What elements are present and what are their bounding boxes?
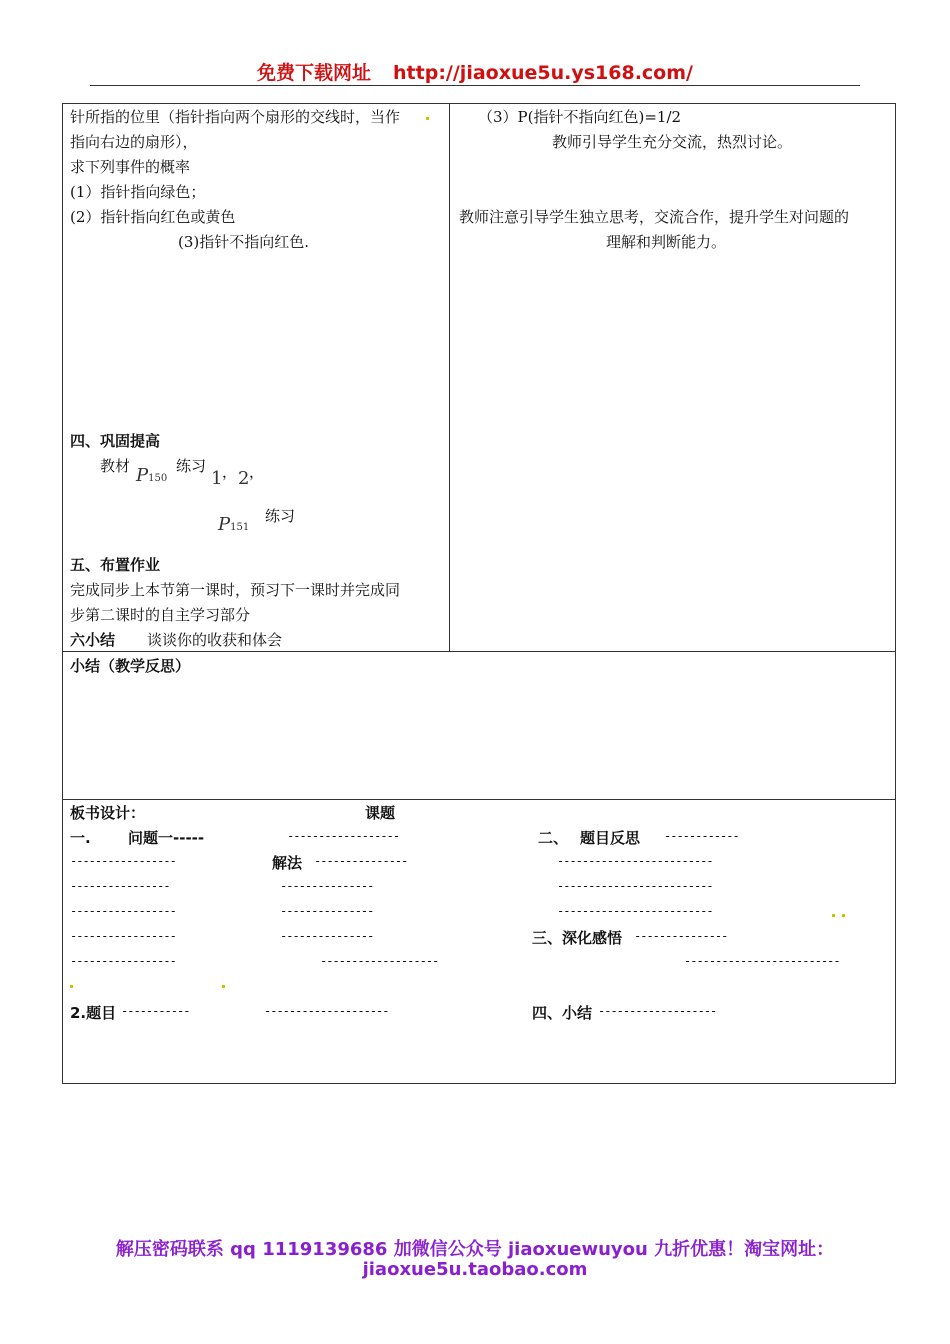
dash-line: ------------------------- <box>557 854 713 868</box>
stray-dot <box>70 985 73 988</box>
dash-line: ----------------- <box>70 854 176 868</box>
comma-2: ， <box>249 463 265 481</box>
dash-line: ------------------------- <box>557 879 713 893</box>
footer-shop-link[interactable]: jiaoxue5u.taobao.com <box>362 1259 588 1280</box>
section-5-line-2: 步第二课时的自主学习部分 <box>70 606 251 624</box>
stray-dot <box>426 117 429 120</box>
right-line-1: （3）P(指针不指向红色)=1/2 <box>478 108 682 126</box>
question-1: (1）指针指向绿色； <box>70 183 206 201</box>
dash-line: --------------- <box>314 854 408 868</box>
dash-line: ---------------- <box>70 879 170 893</box>
board-two-label: 二、 <box>538 829 569 847</box>
exercise-num-2: 2 <box>238 468 250 489</box>
board-method: 解法 <box>272 854 303 872</box>
right-line-2: 教师引导学生充分交流，热烈讨论。 <box>552 133 793 151</box>
dash-line: ----------------- <box>70 954 176 968</box>
left-line-3: 求下列事件的概率 <box>70 158 191 176</box>
dash-line: ----------------- <box>70 929 176 943</box>
dash-line: --------------- <box>280 929 374 943</box>
right-line-4: 理解和判断能力。 <box>606 233 727 251</box>
dash-line: --------------- <box>280 879 374 893</box>
board-three: 三、深化感悟 <box>532 929 623 947</box>
board-problem-one: 问题一----- <box>128 829 205 847</box>
board-one-label: 一. <box>70 829 91 847</box>
section-4-exercise-2: 练习 <box>265 507 296 525</box>
section-5-line-1: 完成同步上本节第一课时，预习下一课时并完成同 <box>70 581 401 599</box>
section-5-title: 五、布置作业 <box>70 556 161 574</box>
stray-dot <box>842 914 845 917</box>
right-line-3: 教师注意引导学生独立思考，交流合作，提升学生对问题的 <box>459 208 850 226</box>
stray-dot <box>832 914 835 917</box>
comma-1: ， <box>222 463 238 481</box>
dash-line: ------------------------- <box>557 904 713 918</box>
dash-line: --------------- <box>634 929 728 943</box>
board-item-2: 2.题目 <box>70 1004 117 1022</box>
formula-p151: P151 <box>218 514 250 535</box>
board-topic: 课题 <box>365 804 396 822</box>
board-four: 四、小结 <box>532 1004 593 1022</box>
section-6-text: 谈谈你的收获和体会 <box>147 631 283 649</box>
question-2: (2）指针指向红色或黄色 <box>70 208 236 226</box>
dash-line: --------------- <box>280 904 374 918</box>
stray-dot <box>222 985 225 988</box>
section-4-exercise-1: 练习 <box>176 457 207 475</box>
reflection-title: 小结（教学反思） <box>70 657 191 675</box>
formula-p150: P150 <box>136 465 168 486</box>
board-two-title: 题目反思 <box>580 829 641 847</box>
header-url-link[interactable]: http://jiaoxue5u.ys168.com/ <box>393 62 693 84</box>
header-title: 免费下载网址 <box>257 62 372 84</box>
dash-line: ------------------ <box>287 829 400 843</box>
dash-line: ----------------- <box>70 904 176 918</box>
dash-line: ------------------- <box>598 1004 717 1018</box>
question-3: (3)指针不指向红色. <box>178 233 310 251</box>
footer-line-1: 解压密码联系 qq 1119139686 加微信公众号 jiaoxuewuyou 九折优惠！淘宝网址： <box>115 1239 835 1260</box>
page-header <box>0 58 950 85</box>
section-6-title: 六小结 <box>70 631 116 649</box>
board-title: 板书设计： <box>70 804 146 822</box>
dash-line: ------------------- <box>320 954 439 968</box>
section-4-title: 四、巩固提高 <box>70 432 161 450</box>
dash-line: ----------- <box>121 1004 190 1018</box>
header-divider <box>90 85 860 86</box>
dash-line: -------------------- <box>264 1004 389 1018</box>
left-line-1: 针所指的位里（指针指向两个扇形的交线时，当作 <box>70 108 401 126</box>
column-divider <box>449 103 450 652</box>
dash-line: ------------ <box>664 829 739 843</box>
left-line-2: 指向右边的扇形）， <box>70 133 198 151</box>
dash-line: ------------------------- <box>684 954 840 968</box>
section-4-textbook: 教材 <box>100 457 131 475</box>
exercise-num-1: 1 <box>211 468 223 489</box>
